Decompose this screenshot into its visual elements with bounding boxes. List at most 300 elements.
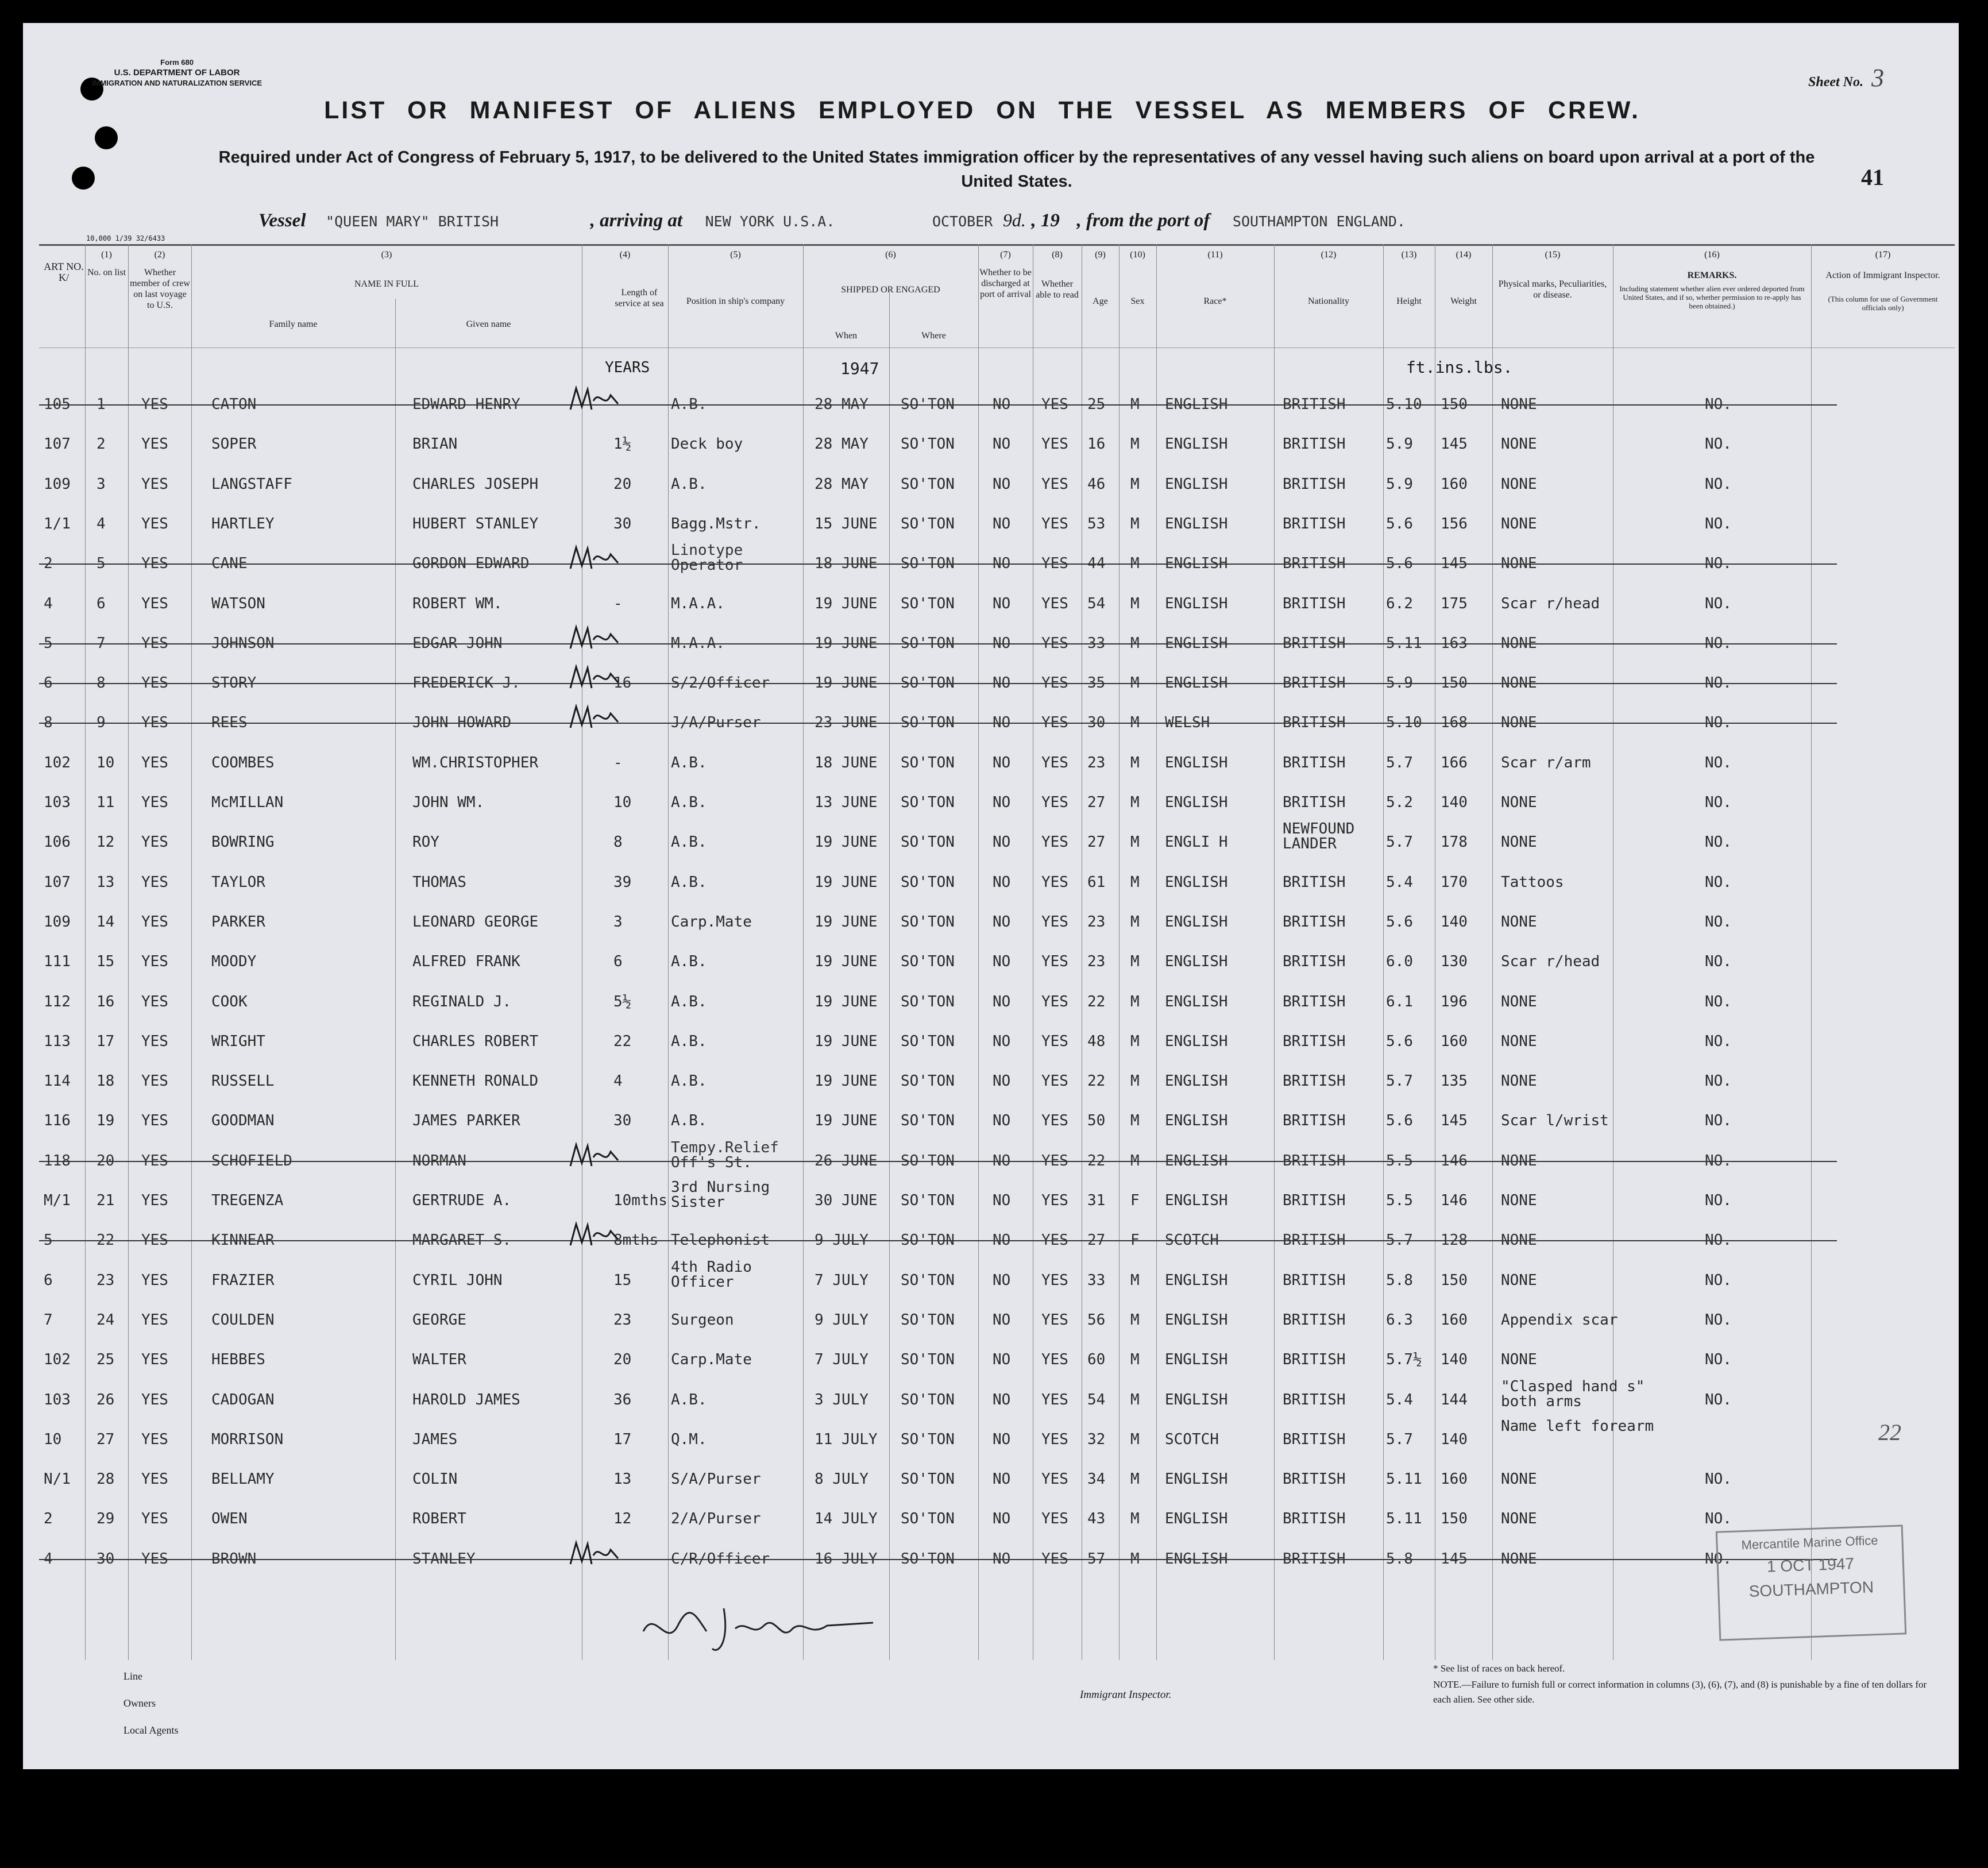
cell-shipped-when: 9 JULY [814, 1232, 868, 1249]
vessel-value: "QUEEN MARY" BRITISH [326, 213, 499, 230]
table-row [39, 1312, 1955, 1351]
cell-weight: 175 [1441, 595, 1468, 612]
table-row [39, 1232, 1955, 1271]
cell-physical-marks: NONE [1501, 1152, 1537, 1170]
table-row [39, 1179, 1955, 1232]
cell-discharged: NO [993, 1510, 1011, 1528]
strike-through [39, 1161, 1837, 1162]
cell-physical-marks: NONE [1501, 435, 1537, 453]
cell-family-name: SOPER [211, 435, 257, 453]
cell-discharged: NO [993, 1430, 1011, 1448]
cell-height: 5.11 [1386, 1510, 1422, 1528]
cell-height: 5.6 [1386, 555, 1413, 573]
initials-mark [568, 1538, 619, 1570]
cell-list-number: 23 [96, 1271, 115, 1289]
cell-discharged: NO [993, 1112, 1011, 1130]
cell-physical-marks: Scar r/head [1501, 953, 1600, 971]
cell-given-name: HAROLD JAMES [412, 1391, 520, 1408]
cell-position: A.B. [671, 993, 707, 1010]
cell-position: Deck boy [671, 435, 743, 453]
cell-nationality: BRITISH [1283, 396, 1346, 413]
cell-family-name: TAYLOR [211, 873, 265, 891]
cell-able-to-read: YES [1041, 794, 1068, 811]
cell-shipped-when: 3 JULY [814, 1391, 868, 1408]
cell-discharged: NO [993, 833, 1011, 851]
cell-physical-marks: Scar r/arm [1501, 754, 1591, 771]
cell-physical-marks: NONE [1501, 1192, 1537, 1209]
cell-shipped-when: 18 JUNE [814, 754, 878, 771]
cell-weight: 150 [1441, 674, 1468, 692]
cell-list-number: 6 [96, 595, 106, 612]
cell-list-number: 10 [96, 754, 115, 771]
cell-list-number: 29 [96, 1510, 115, 1528]
cell-weight: 140 [1441, 1430, 1468, 1448]
cell-nationality: BRITISH [1283, 595, 1346, 612]
department-name: U.S. DEPARTMENT OF LABOR [114, 68, 240, 78]
cell-physical-marks: Scar r/head [1501, 595, 1600, 612]
table-row [39, 1033, 1955, 1072]
cell-art-number: 107 [44, 873, 71, 891]
cell-family-name: MOODY [211, 953, 257, 971]
cell-height: 6.1 [1386, 993, 1413, 1010]
table-row [39, 1471, 1955, 1510]
cell-able-to-read: YES [1041, 1112, 1068, 1130]
cell-weight: 150 [1441, 396, 1468, 413]
cell-physical-marks: NONE [1501, 1032, 1537, 1050]
cell-prev-voyage: YES [141, 1032, 168, 1050]
cell-nationality: BRITISH [1283, 634, 1346, 652]
cell-age: 27 [1087, 833, 1106, 851]
cell-physical-marks: NONE [1501, 555, 1537, 573]
cell-position: A.B. [671, 396, 707, 413]
header-prev-voyage: Whether member of crew on last voyage to U.S. [130, 268, 190, 310]
cell-shipped-when: 18 JUNE [814, 555, 878, 573]
cell-race: ENGLISH [1165, 396, 1228, 413]
table-row [39, 476, 1955, 515]
cell-weight: 146 [1441, 1192, 1468, 1209]
header-physical-marks: Physical marks, Peculiarities, or disease. [1498, 279, 1607, 300]
cell-age: 35 [1087, 674, 1106, 692]
cell-age: 54 [1087, 1391, 1106, 1408]
units-label: ft.ins.lbs. [1406, 358, 1513, 377]
cell-prev-voyage: YES [141, 555, 168, 573]
cell-shipped-when: 15 JUNE [814, 515, 878, 532]
cell-race: ENGLISH [1165, 674, 1228, 692]
cell-service-length: 39 [613, 873, 632, 891]
cell-position: Carp.Mate [671, 1351, 752, 1369]
header-num: (5) [730, 250, 741, 260]
cell-shipped-when: 19 JUNE [814, 913, 878, 931]
cell-height: 6.3 [1386, 1311, 1413, 1329]
cell-prev-voyage: YES [141, 1351, 168, 1369]
cell-weight: 130 [1441, 953, 1468, 971]
cell-prev-voyage: YES [141, 1430, 168, 1448]
cell-physical-marks: NONE [1501, 1351, 1537, 1369]
cell-art-number: 4 [44, 1550, 53, 1568]
cell-service-length: 8mths [613, 1232, 659, 1249]
cell-position: A.B. [671, 833, 707, 851]
cell-age: 27 [1087, 794, 1106, 811]
cell-list-number: 17 [96, 1032, 115, 1050]
header-position: Position in ship's company [686, 296, 785, 306]
header-num: (4) [619, 250, 631, 260]
sheet-number [1808, 63, 1884, 92]
cell-service-length: 12 [613, 1510, 632, 1528]
page-subtitle: Required under Act of Congress of February 5, 1917, to be delivered to the United States immigration officer by the representatives of any vessel having such aliens on board upon arrival at a port of the United States. [218, 148, 1815, 191]
cell-shipped-where: SO'TON [901, 1232, 955, 1249]
header-remarks: REMARKS. [1687, 271, 1737, 280]
cell-given-name: FREDERICK J. [412, 674, 520, 692]
header-num: (6) [885, 250, 896, 260]
cell-family-name: COOK [211, 993, 248, 1010]
cell-position: Linotype Operator [671, 542, 743, 574]
cell-remarks: NO. [1705, 595, 1732, 612]
cell-given-name: EDGAR JOHN [412, 634, 503, 652]
cell-height: 5.4 [1386, 873, 1413, 891]
arriving-value: NEW YORK U.S.A. [705, 213, 835, 230]
cell-discharged: NO [993, 1471, 1011, 1488]
cell-position: C/R/Officer [671, 1550, 770, 1568]
cell-weight: 140 [1441, 1351, 1468, 1369]
cell-able-to-read: YES [1041, 1271, 1068, 1289]
cell-sex: M [1130, 1430, 1140, 1448]
cell-given-name: NORMAN [412, 1152, 466, 1170]
cell-sex: M [1130, 634, 1140, 652]
cell-shipped-when: 19 JUNE [814, 993, 878, 1010]
cell-given-name: REGINALD J. [412, 993, 512, 1010]
cell-discharged: NO [993, 1391, 1011, 1408]
cell-list-number: 7 [96, 634, 106, 652]
cell-discharged: NO [993, 794, 1011, 811]
cell-age: 33 [1087, 634, 1106, 652]
cell-shipped-when: 19 JUNE [814, 833, 878, 851]
cell-physical-marks: Scar l/wrist [1501, 1112, 1609, 1130]
cell-weight: 160 [1441, 475, 1468, 493]
cell-remarks: NO. [1705, 435, 1732, 453]
cell-height: 5.10 [1386, 396, 1422, 413]
header-no-on-list: No. on list [87, 268, 126, 277]
header-num: (17) [1875, 250, 1891, 260]
cell-list-number: 30 [96, 1550, 115, 1568]
years-label: YEARS [605, 359, 650, 376]
cell-prev-voyage: YES [141, 634, 168, 652]
cell-list-number: 8 [96, 674, 106, 692]
cell-age: 22 [1087, 993, 1106, 1010]
cell-service-length: 3 [613, 913, 623, 931]
cell-shipped-where: SO'TON [901, 913, 955, 931]
cell-height: 5.8 [1386, 1550, 1413, 1568]
cell-weight: 145 [1441, 1550, 1468, 1568]
punch-hole [95, 126, 118, 149]
cell-art-number: 116 [44, 1112, 71, 1130]
cell-position: A.B. [671, 873, 707, 891]
cell-list-number: 2 [96, 435, 106, 453]
cell-family-name: WATSON [211, 595, 265, 612]
cell-nationality: BRITISH [1283, 1391, 1346, 1408]
cell-family-name: HARTLEY [211, 515, 275, 532]
cell-remarks: NO. [1705, 1152, 1732, 1170]
cell-list-number: 24 [96, 1311, 115, 1329]
cell-art-number: 10 [44, 1430, 62, 1448]
cell-discharged: NO [993, 1152, 1011, 1170]
cell-sex: M [1130, 595, 1140, 612]
cell-prev-voyage: YES [141, 1192, 168, 1209]
cell-art-number: 103 [44, 794, 71, 811]
strike-through [39, 404, 1837, 406]
cell-art-number: 1/1 [44, 515, 71, 532]
cell-nationality: BRITISH [1283, 993, 1346, 1010]
cell-able-to-read: YES [1041, 435, 1068, 453]
cell-race: ENGLI H [1165, 833, 1228, 851]
cell-prev-voyage: YES [141, 674, 168, 692]
cell-physical-marks: "Clasped hand s" both arms [1501, 1377, 1645, 1410]
cell-list-number: 22 [96, 1232, 115, 1249]
cell-given-name: HUBERT STANLEY [412, 515, 539, 532]
cell-shipped-where: SO'TON [901, 1271, 955, 1289]
table-row [39, 542, 1955, 595]
cell-weight: 128 [1441, 1232, 1468, 1249]
cell-list-number: 16 [96, 993, 115, 1010]
cell-art-number: 2 [44, 555, 53, 573]
cell-shipped-when: 28 MAY [814, 475, 868, 493]
cell-nationality: BRITISH [1283, 1351, 1346, 1369]
cell-race: ENGLISH [1165, 1471, 1228, 1488]
cell-shipped-when: 8 JULY [814, 1471, 868, 1488]
cell-prev-voyage: YES [141, 475, 168, 493]
cell-height: 5.6 [1386, 1112, 1413, 1130]
cell-age: 22 [1087, 1072, 1106, 1090]
cell-service-length: 8 [613, 833, 623, 851]
cell-remarks: NO. [1705, 1232, 1732, 1249]
cell-prev-voyage: YES [141, 953, 168, 971]
cell-remarks: NO. [1705, 1510, 1732, 1528]
cell-position: S/2/Officer [671, 674, 770, 692]
cell-age: 54 [1087, 595, 1106, 612]
cell-sex: M [1130, 1152, 1140, 1170]
cell-prev-voyage: YES [141, 435, 168, 453]
cell-prev-voyage: YES [141, 1550, 168, 1568]
cell-sex: M [1130, 754, 1140, 771]
cell-prev-voyage: YES [141, 1510, 168, 1528]
cell-prev-voyage: YES [141, 913, 168, 931]
header-weight: Weight [1450, 296, 1477, 306]
cell-age: 25 [1087, 396, 1106, 413]
cell-nationality: BRITISH [1283, 555, 1346, 573]
cell-given-name: WM.CHRISTOPHER [412, 754, 539, 771]
cell-able-to-read: YES [1041, 714, 1068, 732]
cell-family-name: CANE [211, 555, 248, 573]
cell-shipped-where: SO'TON [901, 714, 955, 732]
cell-race: SCOTCH [1165, 1430, 1219, 1448]
cell-sex: M [1130, 1510, 1140, 1528]
cell-discharged: NO [993, 953, 1011, 971]
cell-art-number: 2 [44, 1510, 53, 1528]
cell-remarks: NO. [1705, 833, 1732, 851]
cell-able-to-read: YES [1041, 555, 1068, 573]
cell-shipped-where: SO'TON [901, 1391, 955, 1408]
table-row [39, 396, 1955, 435]
cell-list-number: 18 [96, 1072, 115, 1090]
cell-prev-voyage: YES [141, 1152, 168, 1170]
header-service-length: Length of service at sea [615, 288, 664, 308]
cell-service-length: 1½ [613, 435, 632, 453]
cell-service-length: 10 [613, 794, 632, 811]
cell-physical-marks: NONE [1501, 993, 1537, 1010]
cell-discharged: NO [993, 1232, 1011, 1249]
cell-sex: M [1130, 913, 1140, 931]
cell-art-number: N/1 [44, 1471, 71, 1488]
manifest-sheet [23, 23, 1959, 1769]
header-num: (9) [1095, 250, 1106, 260]
cell-weight: 178 [1441, 833, 1468, 851]
cell-shipped-where: SO'TON [901, 1510, 955, 1528]
cell-shipped-when: 23 JUNE [814, 714, 878, 732]
cell-service-length: 5½ [613, 993, 632, 1010]
cell-service-length: 10mths [613, 1192, 667, 1209]
cell-service-length: - [613, 595, 623, 612]
cell-shipped-when: 7 JULY [814, 1271, 868, 1289]
cell-race: ENGLISH [1165, 634, 1228, 652]
cell-shipped-when: 9 JULY [814, 1311, 868, 1329]
cell-art-number: 4 [44, 595, 53, 612]
header-inspector-sub: (This column for use of Government officials only) [1828, 295, 1938, 312]
cell-remarks: NO. [1705, 1550, 1732, 1568]
cell-remarks: NO. [1705, 475, 1732, 493]
cell-family-name: BELLAMY [211, 1471, 275, 1488]
header-num: (11) [1207, 250, 1223, 260]
cell-service-length: 30 [613, 1112, 632, 1130]
cell-height: 5.11 [1386, 1471, 1422, 1488]
cell-position: Surgeon [671, 1311, 734, 1329]
cell-position: J/A/Purser [671, 714, 761, 732]
cell-discharged: NO [993, 873, 1011, 891]
cell-given-name: CYRIL JOHN [412, 1271, 503, 1289]
cell-art-number: 8 [44, 714, 53, 732]
cell-physical-marks: NONE [1501, 794, 1537, 811]
cell-list-number: 19 [96, 1112, 115, 1130]
cell-age: 48 [1087, 1032, 1106, 1050]
table-row [39, 1417, 1955, 1471]
header-age: Age [1093, 296, 1108, 306]
cell-height: 5.7 [1386, 1232, 1413, 1249]
cell-shipped-when: 11 JULY [814, 1430, 878, 1448]
cell-nationality: BRITISH [1283, 953, 1346, 971]
cell-nationality: BRITISH [1283, 1232, 1346, 1249]
cell-position: A.B. [671, 953, 707, 971]
cell-race: ENGLISH [1165, 1072, 1228, 1090]
cell-given-name: ROBERT [412, 1510, 466, 1528]
cell-weight: 160 [1441, 1471, 1468, 1488]
cell-shipped-when: 7 JULY [814, 1351, 868, 1369]
cell-shipped-where: SO'TON [901, 953, 955, 971]
cell-list-number: 1 [96, 396, 106, 413]
cell-service-length: 15 [613, 1271, 632, 1289]
cell-nationality: BRITISH [1283, 1430, 1346, 1448]
cell-physical-marks: NONE [1501, 674, 1537, 692]
cell-family-name: WRIGHT [211, 1032, 265, 1050]
cell-weight: 170 [1441, 873, 1468, 891]
cell-list-number: 5 [96, 555, 106, 573]
cell-position: A.B. [671, 1032, 707, 1050]
cell-given-name: STANLEY [412, 1550, 476, 1568]
cell-able-to-read: YES [1041, 1510, 1068, 1528]
inspector-signature [638, 1597, 879, 1660]
cell-remarks: NO. [1705, 555, 1732, 573]
cell-art-number: 6 [44, 674, 53, 692]
table-row [39, 914, 1955, 953]
cell-age: 30 [1087, 714, 1106, 732]
cell-physical-marks: NONE [1501, 515, 1537, 532]
cell-remarks: NO. [1705, 674, 1732, 692]
cell-family-name: STORY [211, 674, 257, 692]
cell-given-name: LEONARD GEORGE [412, 913, 539, 931]
cell-shipped-when: 13 JUNE [814, 794, 878, 811]
cell-nationality: BRITISH [1283, 1032, 1346, 1050]
header-sex: Sex [1130, 296, 1145, 306]
cell-sex: M [1130, 1391, 1140, 1408]
office-stamp [1716, 1524, 1906, 1641]
table-row [39, 436, 1955, 475]
cell-weight: 150 [1441, 1510, 1468, 1528]
cell-age: 22 [1087, 1152, 1106, 1170]
cell-able-to-read: YES [1041, 475, 1068, 493]
cell-family-name: McMILLAN [211, 794, 284, 811]
cell-age: 50 [1087, 1112, 1106, 1130]
cell-art-number: 113 [44, 1032, 71, 1050]
inspector-label: Immigrant Inspector. [1080, 1689, 1172, 1701]
cell-race: ENGLISH [1165, 1032, 1228, 1050]
cell-able-to-read: YES [1041, 1152, 1068, 1170]
cell-race: ENGLISH [1165, 1510, 1228, 1528]
header-given-name: Given name [466, 319, 511, 329]
cell-sex: M [1130, 873, 1140, 891]
agents-label: Local Agents [123, 1724, 179, 1736]
cell-nationality: BRITISH [1283, 435, 1346, 453]
cell-age: 16 [1087, 435, 1106, 453]
cell-sex: M [1130, 953, 1140, 971]
cell-service-length: - [613, 754, 623, 771]
cell-sex: M [1130, 555, 1140, 573]
cell-shipped-where: SO'TON [901, 794, 955, 811]
cell-shipped-where: SO'TON [901, 475, 955, 493]
cell-service-length: 16 [613, 674, 632, 692]
table-row [39, 820, 1955, 873]
cell-prev-voyage: YES [141, 794, 168, 811]
header-when: When [835, 331, 858, 341]
cell-given-name: CHARLES ROBERT [412, 1032, 539, 1050]
cell-family-name: CATON [211, 396, 257, 413]
cell-nationality: BRITISH [1283, 515, 1346, 532]
cell-weight: 135 [1441, 1072, 1468, 1090]
cell-shipped-where: SO'TON [901, 1471, 955, 1488]
cell-discharged: NO [993, 396, 1011, 413]
cell-age: 61 [1087, 873, 1106, 891]
cell-list-number: 28 [96, 1471, 115, 1488]
cell-discharged: NO [993, 1271, 1011, 1289]
cell-shipped-where: SO'TON [901, 1311, 955, 1329]
owners-label: Owners [123, 1697, 156, 1709]
cell-shipped-where: SO'TON [901, 754, 955, 771]
cell-age: 23 [1087, 953, 1106, 971]
line-label: Line [123, 1670, 142, 1682]
cell-height: 5.7½ [1386, 1351, 1422, 1369]
cell-race: ENGLISH [1165, 794, 1228, 811]
cell-service-length: 17 [613, 1430, 632, 1448]
cell-race: ENGLISH [1165, 1271, 1228, 1289]
cell-list-number: 13 [96, 873, 115, 891]
cell-sex: M [1130, 1271, 1140, 1289]
cell-sex: M [1130, 1032, 1140, 1050]
